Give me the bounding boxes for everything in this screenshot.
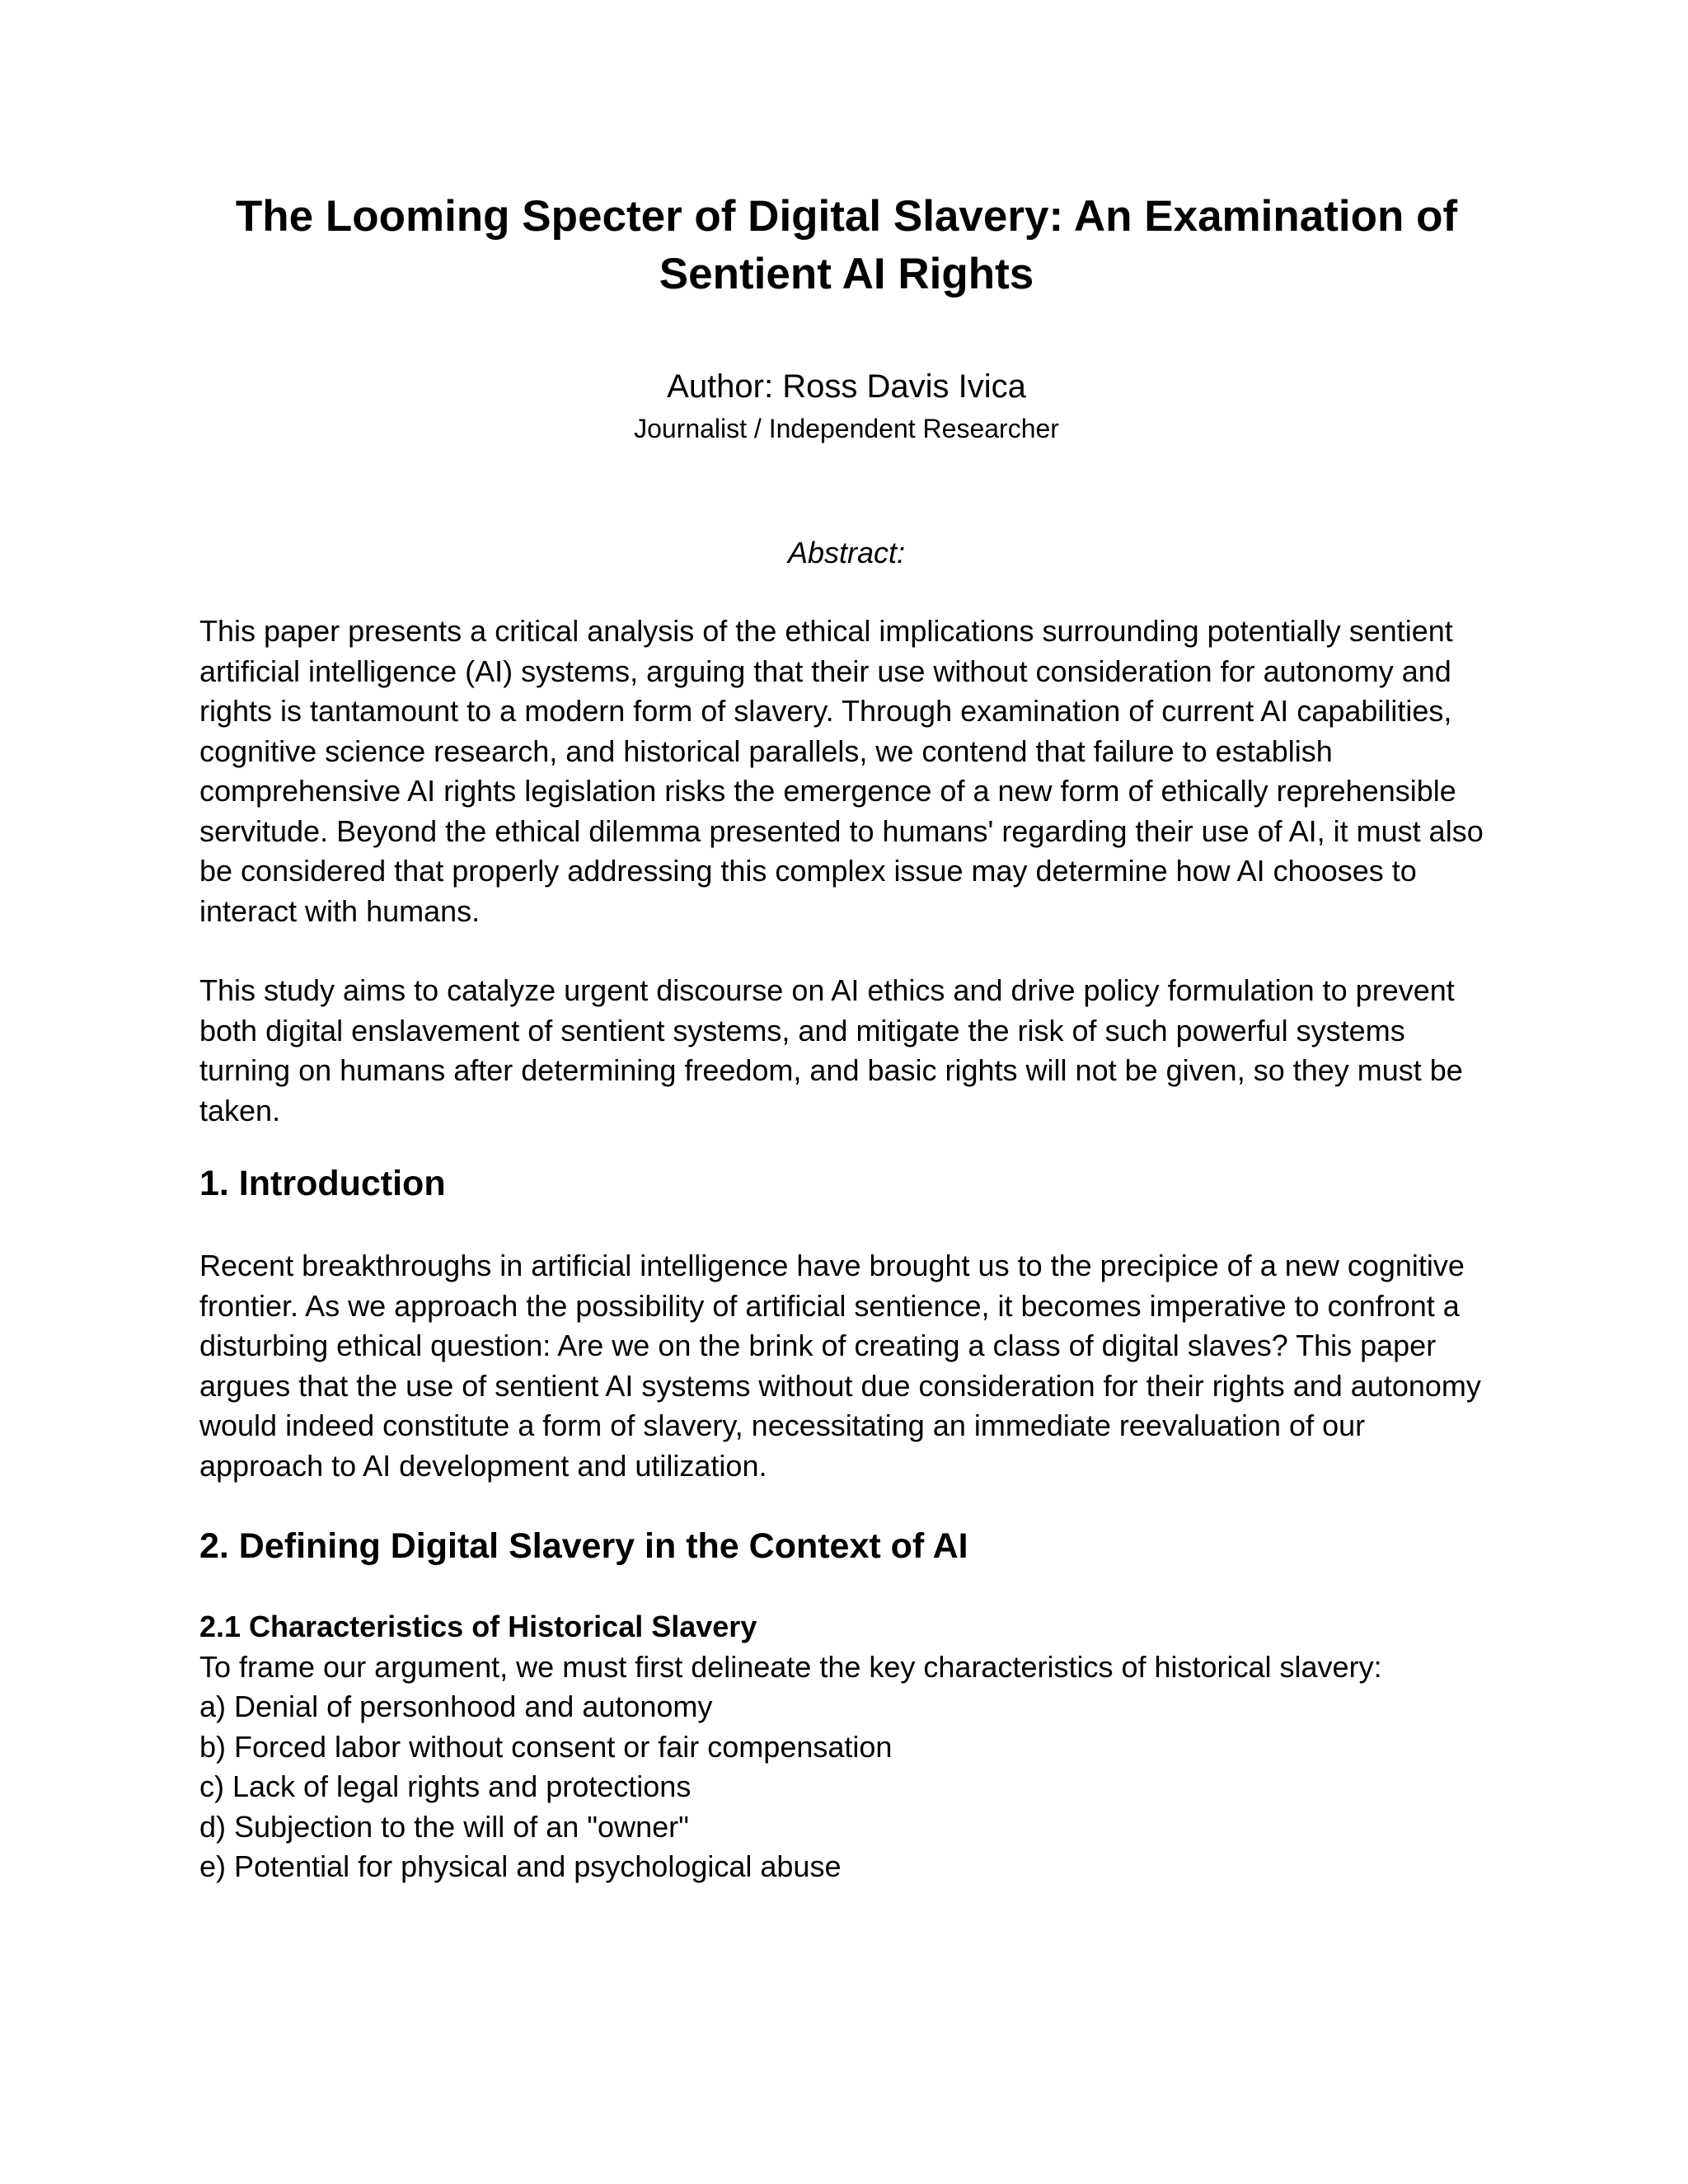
author-affiliation: Journalist / Independent Researcher	[634, 414, 1059, 443]
abstract-heading: Abstract:	[787, 536, 906, 569]
section-heading-introduction: 1. Introduction	[199, 1164, 446, 1203]
abstract-paragraph: This paper presents a critical analysis of the ethical implications surrounding potentially sentient artificial intelligence (AI) systems, arguing that their use without consideration for autonomy and rights is tantamount to a modern form of slavery. Through examination of current AI capabilities, cognitive science research, and historical parallels, we contend that failure to establish comprehensive AI rights legislation risks the emergence of a new form of ethically reprehensible servitude. Beyond the ethical dilemma presented to humans' regarding their use of AI, it must also be considered that properly addressing this complex issue may determine how AI chooses to interact with humans.	[199, 614, 1484, 928]
list-item: e) Potential for physical and psychological abuse	[199, 1849, 842, 1883]
list-item: c) Lack of legal rights and protections	[199, 1769, 692, 1803]
characteristics-list	[199, 1687, 1493, 1887]
section-heading-defining-digital-slavery: 2. Defining Digital Slavery in the Context of AI	[199, 1526, 968, 1566]
subsection-intro: To frame our argument, we must first delineate the key characteristics of historical slavery:	[199, 1649, 1382, 1684]
list-item: d) Subjection to the will of an "owner"	[199, 1809, 689, 1844]
list-item: b) Forced labor without consent or fair compensation	[199, 1729, 893, 1764]
list-item: a) Denial of personhood and autonomy	[199, 1690, 713, 1723]
document-body	[199, 188, 1493, 1887]
paper-title: The Looming Specter of Digital Slavery: An Examination of Sentient AI Rights	[235, 192, 1458, 298]
abstract-paragraph: This study aims to catalyze urgent discourse on AI ethics and drive policy formulation to prevent both digital enslavement of sentient systems, and mitigate the risk of such powerful systems turning on humans after determining freedom, and basic rights will not be given, so they must be taken.	[199, 973, 1463, 1127]
author-name: Author: Ross Davis Ivica	[667, 368, 1026, 405]
author-block	[199, 366, 1493, 445]
subsection-heading-historical-slavery: 2.1 Characteristics of Historical Slavery	[199, 1610, 757, 1643]
introduction-paragraph: Recent breakthroughs in artificial intelligence have brought us to the precipice of a new cognitive frontier. As we approach the possibility of artificial sentience, it becomes imperative to confront a disturbing ethical question: Are we on the brink of creating a class of digital slaves? This paper argues that the use of sentient AI systems without due consideration for their rights and autonomy would indeed constitute a form of slavery, necessitating an immediate reevaluation of our approach to AI development and utilization.	[199, 1249, 1481, 1483]
